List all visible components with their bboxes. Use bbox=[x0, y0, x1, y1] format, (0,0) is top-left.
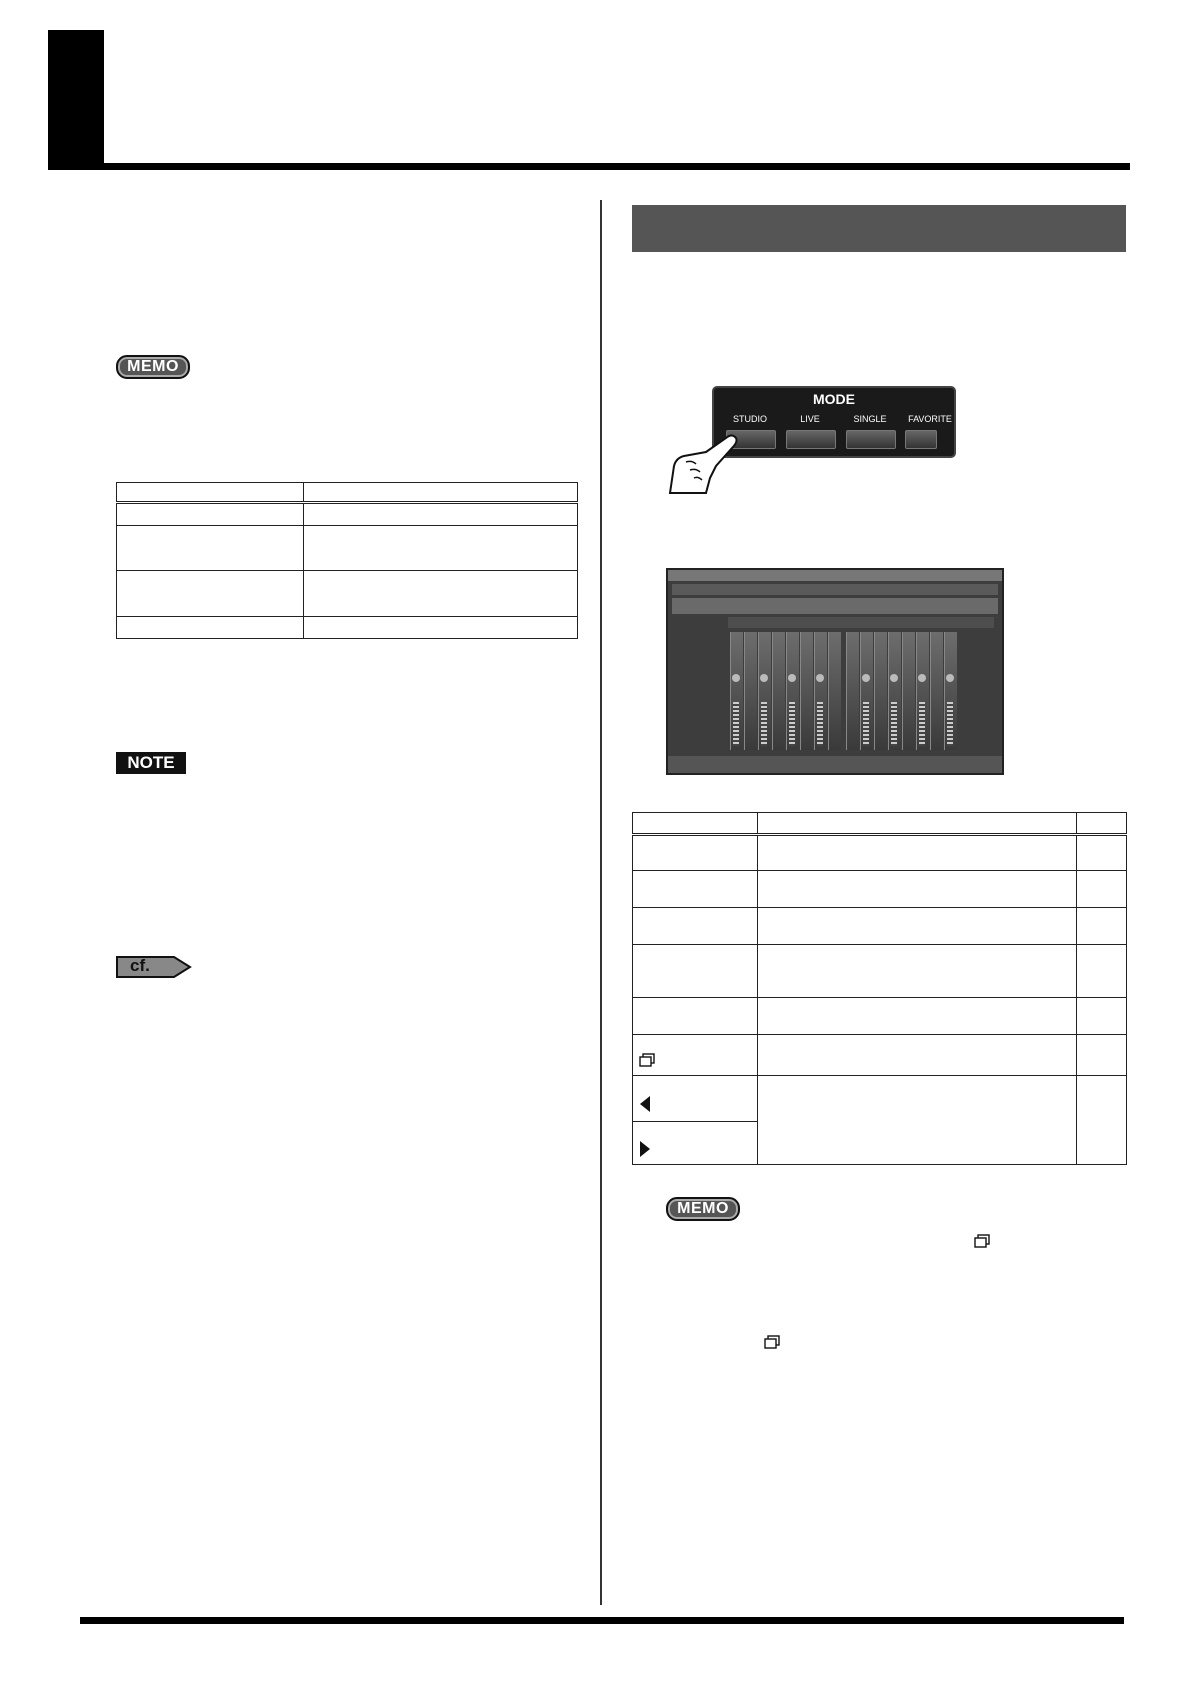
live-button[interactable] bbox=[786, 430, 836, 449]
cf-icon bbox=[116, 956, 192, 978]
knob-icon bbox=[946, 674, 954, 682]
knob-icon bbox=[862, 674, 870, 682]
mixer-strip bbox=[772, 632, 785, 750]
favorite-button[interactable] bbox=[905, 430, 937, 449]
mode-panel bbox=[712, 386, 956, 458]
mode-label-studio: STUDIO bbox=[732, 414, 767, 424]
level-meter bbox=[817, 702, 823, 746]
left-table bbox=[116, 482, 578, 639]
note-icon: NOTE bbox=[116, 752, 186, 774]
pressing-hand-icon bbox=[666, 432, 748, 494]
single-button[interactable] bbox=[846, 430, 896, 449]
cf-label: cf. bbox=[130, 956, 150, 975]
window-icon-inline-1 bbox=[974, 1234, 990, 1253]
memo-icon-2: MEMO bbox=[666, 1197, 740, 1221]
mixer-strip bbox=[744, 632, 757, 750]
knob-icon bbox=[732, 674, 740, 682]
knob-icon bbox=[816, 674, 824, 682]
display-screenshot bbox=[666, 568, 1004, 775]
mode-label-single: SINGLE bbox=[853, 414, 887, 424]
screen-title-bar bbox=[668, 570, 1002, 581]
knob-icon bbox=[760, 674, 768, 682]
level-meter bbox=[789, 702, 795, 746]
mixer-strip bbox=[902, 632, 915, 750]
knob-icon bbox=[890, 674, 898, 682]
knob-icon bbox=[788, 674, 796, 682]
mode-label-favorite: FAVORITE bbox=[908, 414, 952, 424]
mixer-strip bbox=[846, 632, 859, 750]
screen-patch-header bbox=[672, 598, 998, 614]
chapter-tab-block bbox=[48, 30, 104, 168]
mixer-strip bbox=[874, 632, 887, 750]
level-meter bbox=[891, 702, 897, 746]
column-divider bbox=[600, 200, 602, 1605]
mode-label-live: LIVE bbox=[800, 414, 820, 424]
mixer-strip bbox=[828, 632, 841, 750]
knob-icon bbox=[918, 674, 926, 682]
screen-function-key-row bbox=[668, 756, 1002, 773]
window-icon-inline-2 bbox=[764, 1335, 780, 1354]
window-icon bbox=[639, 1053, 655, 1067]
screen-tab-row bbox=[672, 584, 998, 595]
mixer-strip bbox=[800, 632, 813, 750]
level-meter bbox=[919, 702, 925, 746]
footer-rule bbox=[80, 1617, 1124, 1624]
screen-part-numbers bbox=[728, 617, 994, 628]
mode-title: MODE bbox=[813, 391, 855, 407]
triangle-left-icon bbox=[639, 1096, 651, 1112]
section-heading-bar bbox=[632, 205, 1126, 252]
memo-icon: MEMO bbox=[116, 355, 190, 379]
triangle-right-icon bbox=[639, 1141, 651, 1157]
level-meter bbox=[863, 702, 869, 746]
header-rule bbox=[48, 163, 1130, 170]
level-meter bbox=[947, 702, 953, 746]
mixer-strip bbox=[930, 632, 943, 750]
level-meter bbox=[733, 702, 739, 746]
level-meter bbox=[761, 702, 767, 746]
right-table bbox=[632, 812, 1127, 1165]
